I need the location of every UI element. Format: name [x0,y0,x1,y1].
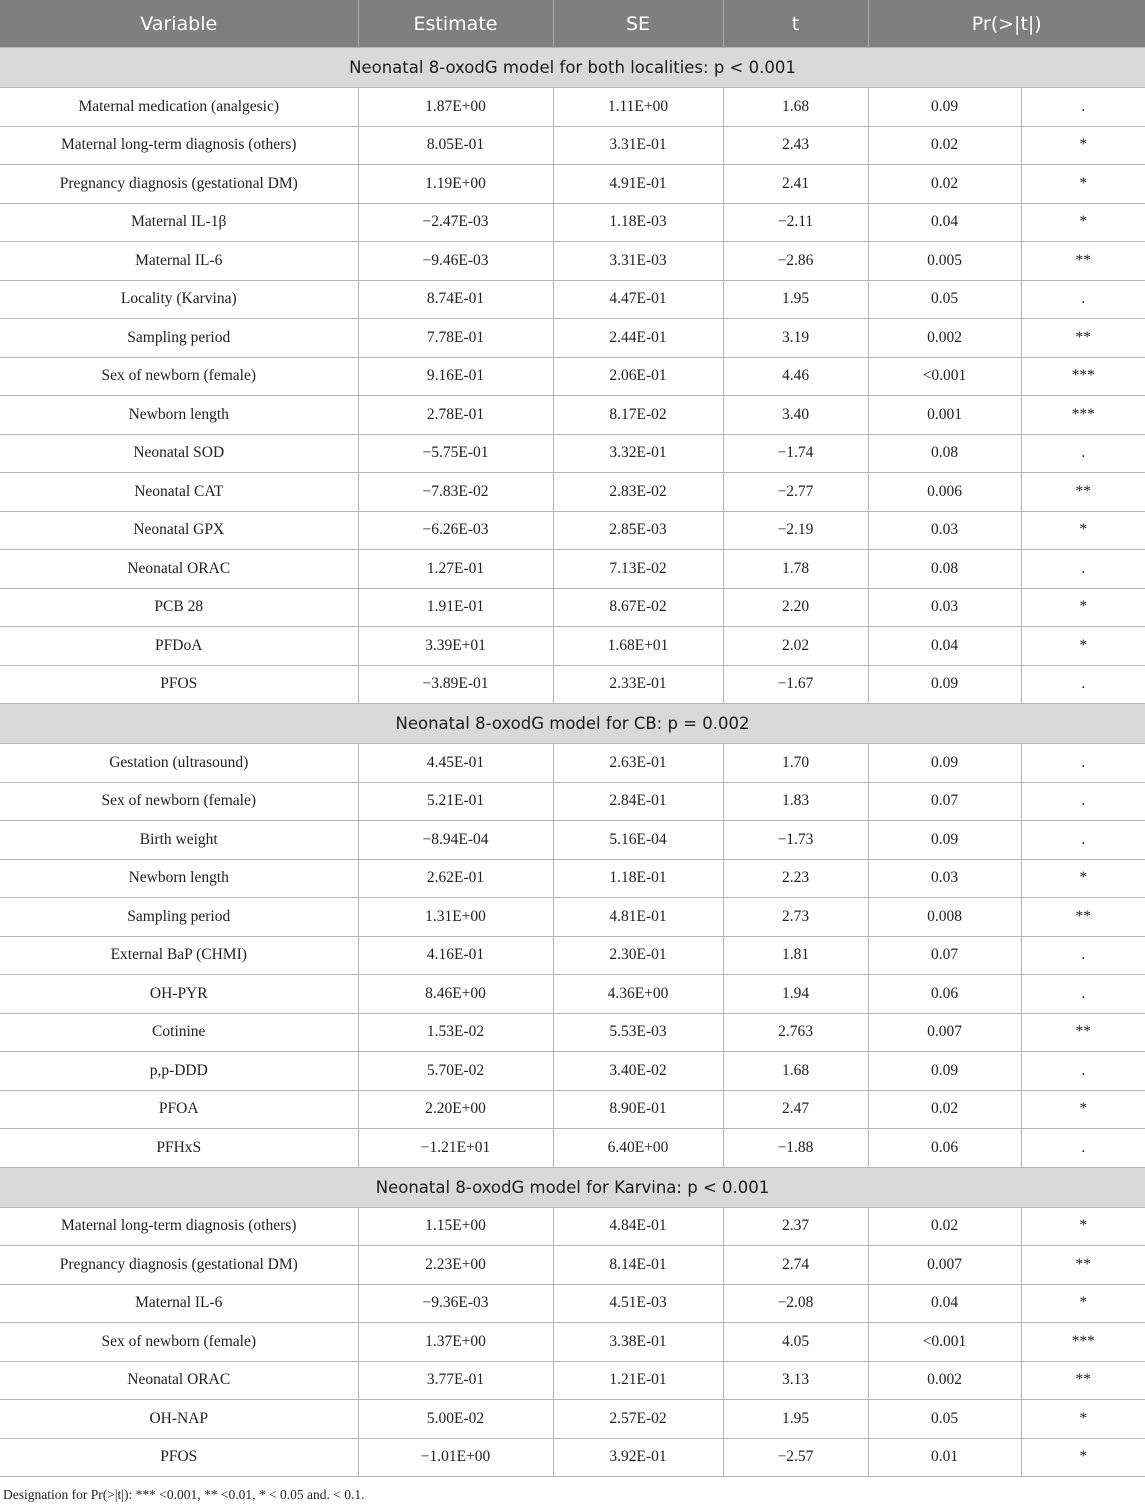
header-estimate: Estimate [358,0,553,48]
significance-cell: . [1021,665,1145,704]
t-cell: 2.763 [723,1013,868,1052]
se-cell: 4.84E-01 [553,1207,723,1246]
significance-cell: * [1021,126,1145,165]
t-cell: 1.95 [723,280,868,319]
p-value-cell: 0.05 [868,1400,1021,1439]
estimate-cell: 4.45E-01 [358,744,553,783]
table-row [0,975,1145,1014]
t-cell: 1.78 [723,550,868,589]
se-cell: 4.47E-01 [553,280,723,319]
variable-cell: Maternal medication (analgesic) [0,88,358,127]
p-value-cell: <0.001 [868,1323,1021,1362]
table-row [0,744,1145,783]
se-cell: 5.53E-03 [553,1013,723,1052]
table-row [0,936,1145,975]
significance-cell: . [1021,744,1145,783]
significance-cell: * [1021,588,1145,627]
p-value-cell: 0.008 [868,898,1021,937]
se-cell: 4.91E-01 [553,165,723,204]
t-cell: 3.13 [723,1361,868,1400]
se-cell: 8.14E-01 [553,1246,723,1285]
se-cell: 2.44E-01 [553,319,723,358]
se-cell: 4.81E-01 [553,898,723,937]
estimate-cell: 5.21E-01 [358,782,553,821]
t-cell: 2.41 [723,165,868,204]
table-row [0,550,1145,589]
significance-cell: * [1021,165,1145,204]
section-header-row [0,704,1145,744]
estimate-cell: 1.15E+00 [358,1207,553,1246]
t-cell: −2.86 [723,242,868,281]
t-cell: 2.43 [723,126,868,165]
se-cell: 1.18E-01 [553,859,723,898]
significance-cell: . [1021,782,1145,821]
t-cell: 2.02 [723,627,868,666]
variable-cell: Sex of newborn (female) [0,1323,358,1362]
table-row [0,1361,1145,1400]
p-value-cell: 0.03 [868,859,1021,898]
p-value-cell: 0.002 [868,1361,1021,1400]
header-p-value: Pr(>|t|) [868,0,1145,48]
se-cell: 4.51E-03 [553,1284,723,1323]
estimate-cell: 2.20E+00 [358,1090,553,1129]
t-cell: 1.81 [723,936,868,975]
table-row [0,1400,1145,1439]
estimate-cell: 1.27E-01 [358,550,553,589]
variable-cell: PFHxS [0,1129,358,1168]
se-cell: 2.57E-02 [553,1400,723,1439]
t-cell: 4.46 [723,357,868,396]
estimate-cell: 8.74E-01 [358,280,553,319]
se-cell: 3.32E-01 [553,434,723,473]
table-row [0,1246,1145,1285]
variable-cell: Sampling period [0,898,358,937]
variable-cell: Newborn length [0,396,358,435]
t-cell: 2.73 [723,898,868,937]
p-value-cell: 0.05 [868,280,1021,319]
significance-cell: ** [1021,1246,1145,1285]
table-row [0,319,1145,358]
significance-cell: ** [1021,1013,1145,1052]
significance-cell: ** [1021,319,1145,358]
table-row [0,165,1145,204]
variable-cell: OH-NAP [0,1400,358,1439]
estimate-cell: 5.00E-02 [358,1400,553,1439]
significance-cell: ** [1021,898,1145,937]
p-value-cell: 0.006 [868,473,1021,512]
p-value-cell: 0.02 [868,1207,1021,1246]
estimate-cell: 8.46E+00 [358,975,553,1014]
se-cell: 2.83E-02 [553,473,723,512]
variable-cell: Birth weight [0,821,358,860]
section-title: Neonatal 8-oxodG model for both localities: p < 0.001 [0,48,1145,88]
se-cell: 2.84E-01 [553,782,723,821]
variable-cell: Sampling period [0,319,358,358]
table-row [0,1129,1145,1168]
significance-cell: ** [1021,1361,1145,1400]
variable-cell: External BaP (CHMI) [0,936,358,975]
t-cell: −1.73 [723,821,868,860]
variable-cell: Neonatal ORAC [0,1361,358,1400]
p-value-cell: 0.09 [868,744,1021,783]
estimate-cell: 1.87E+00 [358,88,553,127]
variable-cell: PFOS [0,1438,358,1477]
section-header-row [0,48,1145,88]
table-row [0,665,1145,704]
se-cell: 7.13E-02 [553,550,723,589]
se-cell: 3.38E-01 [553,1323,723,1362]
variable-cell: Pregnancy diagnosis (gestational DM) [0,165,358,204]
table-row [0,88,1145,127]
t-cell: −1.88 [723,1129,868,1168]
table-row [0,280,1145,319]
variable-cell: Newborn length [0,859,358,898]
variable-cell: Sex of newborn (female) [0,357,358,396]
t-cell: 1.70 [723,744,868,783]
table-row [0,821,1145,860]
variable-cell: Gestation (ultrasound) [0,744,358,783]
estimate-cell: 3.77E-01 [358,1361,553,1400]
variable-cell: Maternal long-term diagnosis (others) [0,1207,358,1246]
significance-cell: * [1021,1207,1145,1246]
estimate-cell: −7.83E-02 [358,473,553,512]
table-row [0,1323,1145,1362]
estimate-cell: −6.26E-03 [358,511,553,550]
t-cell: 2.23 [723,859,868,898]
estimate-cell: 1.19E+00 [358,165,553,204]
t-cell: 1.68 [723,88,868,127]
t-cell: 1.83 [723,782,868,821]
significance-cell: * [1021,1090,1145,1129]
estimate-cell: 2.62E-01 [358,859,553,898]
section-title: Neonatal 8-oxodG model for Karvina: p < 0.001 [0,1167,1145,1207]
p-value-cell: <0.001 [868,357,1021,396]
se-cell: 8.17E-02 [553,396,723,435]
variable-cell: PCB 28 [0,588,358,627]
significance-cell: * [1021,1284,1145,1323]
p-value-cell: 0.007 [868,1013,1021,1052]
se-cell: 3.92E-01 [553,1438,723,1477]
se-cell: 8.90E-01 [553,1090,723,1129]
significance-cell: * [1021,627,1145,666]
se-cell: 2.63E-01 [553,744,723,783]
variable-cell: Neonatal SOD [0,434,358,473]
table-body [0,48,1145,1477]
significance-cell: * [1021,859,1145,898]
se-cell: 2.06E-01 [553,357,723,396]
variable-cell: Neonatal CAT [0,473,358,512]
section-title: Neonatal 8-oxodG model for CB: p = 0.002 [0,704,1145,744]
p-value-cell: 0.01 [868,1438,1021,1477]
table-row [0,126,1145,165]
p-value-cell: 0.09 [868,821,1021,860]
table-row [0,1438,1145,1477]
t-cell: −1.74 [723,434,868,473]
p-value-cell: 0.07 [868,782,1021,821]
t-cell: −2.77 [723,473,868,512]
variable-cell: Pregnancy diagnosis (gestational DM) [0,1246,358,1285]
t-cell: 2.20 [723,588,868,627]
p-value-cell: 0.02 [868,1090,1021,1129]
table-row [0,1207,1145,1246]
p-value-cell: 0.06 [868,1129,1021,1168]
significance-cell: * [1021,1400,1145,1439]
estimate-cell: −1.01E+00 [358,1438,553,1477]
se-cell: 3.40E-02 [553,1052,723,1091]
estimate-cell: −2.47E-03 [358,203,553,242]
variable-cell: OH-PYR [0,975,358,1014]
significance-cell: . [1021,1052,1145,1091]
se-cell: 3.31E-03 [553,242,723,281]
estimate-cell: 2.78E-01 [358,396,553,435]
variable-cell: Neonatal ORAC [0,550,358,589]
p-value-cell: 0.005 [868,242,1021,281]
variable-cell: PFOA [0,1090,358,1129]
estimate-cell: 8.05E-01 [358,126,553,165]
significance-cell: . [1021,1129,1145,1168]
variable-cell: PFOS [0,665,358,704]
se-cell: 4.36E+00 [553,975,723,1014]
estimate-cell: −1.21E+01 [358,1129,553,1168]
p-value-cell: 0.007 [868,1246,1021,1285]
section-header-row [0,1167,1145,1207]
p-value-cell: 0.03 [868,588,1021,627]
t-cell: 2.37 [723,1207,868,1246]
t-cell: 4.05 [723,1323,868,1362]
t-cell: −2.11 [723,203,868,242]
t-cell: −2.19 [723,511,868,550]
significance-cell: *** [1021,396,1145,435]
table-row [0,203,1145,242]
header-t: t [723,0,868,48]
t-cell: −2.08 [723,1284,868,1323]
significance-cell: ** [1021,242,1145,281]
t-cell: 3.19 [723,319,868,358]
significance-cell: *** [1021,357,1145,396]
p-value-cell: 0.02 [868,126,1021,165]
table-row [0,627,1145,666]
variable-cell: PFDoA [0,627,358,666]
table-row [0,473,1145,512]
se-cell: 1.21E-01 [553,1361,723,1400]
p-value-cell: 0.03 [868,511,1021,550]
se-cell: 1.18E-03 [553,203,723,242]
table-row [0,898,1145,937]
table-row [0,357,1145,396]
p-value-cell: 0.08 [868,550,1021,589]
variable-cell: Cotinine [0,1013,358,1052]
p-value-cell: 0.06 [868,975,1021,1014]
estimate-cell: −5.75E-01 [358,434,553,473]
variable-cell: p,p-DDD [0,1052,358,1091]
table-row [0,782,1145,821]
estimate-cell: 3.39E+01 [358,627,553,666]
variable-cell: Neonatal GPX [0,511,358,550]
p-value-cell: 0.04 [868,1284,1021,1323]
p-value-cell: 0.09 [868,88,1021,127]
estimate-cell: 1.53E-02 [358,1013,553,1052]
p-value-cell: 0.04 [868,203,1021,242]
variable-cell: Maternal IL-1β [0,203,358,242]
estimate-cell: 5.70E-02 [358,1052,553,1091]
t-cell: 3.40 [723,396,868,435]
footnote: Designation for Pr(>|t|): *** <0.001, ** <0.01, * < 0.05 and. < 0.1. [3,1487,365,1502]
table-row [0,588,1145,627]
estimate-cell: 2.23E+00 [358,1246,553,1285]
t-cell: 1.94 [723,975,868,1014]
table-row [0,1013,1145,1052]
se-cell: 5.16E-04 [553,821,723,860]
p-value-cell: 0.09 [868,665,1021,704]
table-row [0,396,1145,435]
t-cell: 2.74 [723,1246,868,1285]
variable-cell: Maternal long-term diagnosis (others) [0,126,358,165]
t-cell: 1.68 [723,1052,868,1091]
table-row [0,1052,1145,1091]
p-value-cell: 0.09 [868,1052,1021,1091]
estimate-cell: −9.46E-03 [358,242,553,281]
t-cell: −2.57 [723,1438,868,1477]
variable-cell: Maternal IL-6 [0,1284,358,1323]
significance-cell: . [1021,975,1145,1014]
se-cell: 2.30E-01 [553,936,723,975]
estimate-cell: −9.36E-03 [358,1284,553,1323]
significance-cell: . [1021,280,1145,319]
estimate-cell: 9.16E-01 [358,357,553,396]
estimate-cell: 1.37E+00 [358,1323,553,1362]
se-cell: 2.33E-01 [553,665,723,704]
significance-cell: *** [1021,1323,1145,1362]
significance-cell: . [1021,821,1145,860]
variable-cell: Maternal IL-6 [0,242,358,281]
header-se: SE [553,0,723,48]
se-cell: 2.85E-03 [553,511,723,550]
se-cell: 1.68E+01 [553,627,723,666]
significance-cell: * [1021,1438,1145,1477]
se-cell: 8.67E-02 [553,588,723,627]
t-cell: 2.47 [723,1090,868,1129]
significance-cell: . [1021,434,1145,473]
se-cell: 3.31E-01 [553,126,723,165]
table-row [0,859,1145,898]
table-row [0,511,1145,550]
significance-cell: * [1021,203,1145,242]
header-variable: Variable [0,0,358,48]
significance-cell: ** [1021,473,1145,512]
significance-cell: . [1021,88,1145,127]
variable-cell: Sex of newborn (female) [0,782,358,821]
p-value-cell: 0.002 [868,319,1021,358]
t-cell: 1.95 [723,1400,868,1439]
table-row [0,1090,1145,1129]
table-row [0,1284,1145,1323]
significance-cell: * [1021,511,1145,550]
significance-cell: . [1021,550,1145,589]
estimate-cell: 1.31E+00 [358,898,553,937]
se-cell: 1.11E+00 [553,88,723,127]
header-row [0,0,1145,48]
p-value-cell: 0.02 [868,165,1021,204]
t-cell: −1.67 [723,665,868,704]
se-cell: 6.40E+00 [553,1129,723,1168]
estimate-cell: 7.78E-01 [358,319,553,358]
estimate-cell: −3.89E-01 [358,665,553,704]
p-value-cell: 0.08 [868,434,1021,473]
significance-cell: . [1021,936,1145,975]
p-value-cell: 0.07 [868,936,1021,975]
p-value-cell: 0.001 [868,396,1021,435]
table-row [0,434,1145,473]
variable-cell: Locality (Karvina) [0,280,358,319]
estimate-cell: 4.16E-01 [358,936,553,975]
estimate-cell: 1.91E-01 [358,588,553,627]
table-row [0,242,1145,281]
p-value-cell: 0.04 [868,627,1021,666]
estimate-cell: −8.94E-04 [358,821,553,860]
